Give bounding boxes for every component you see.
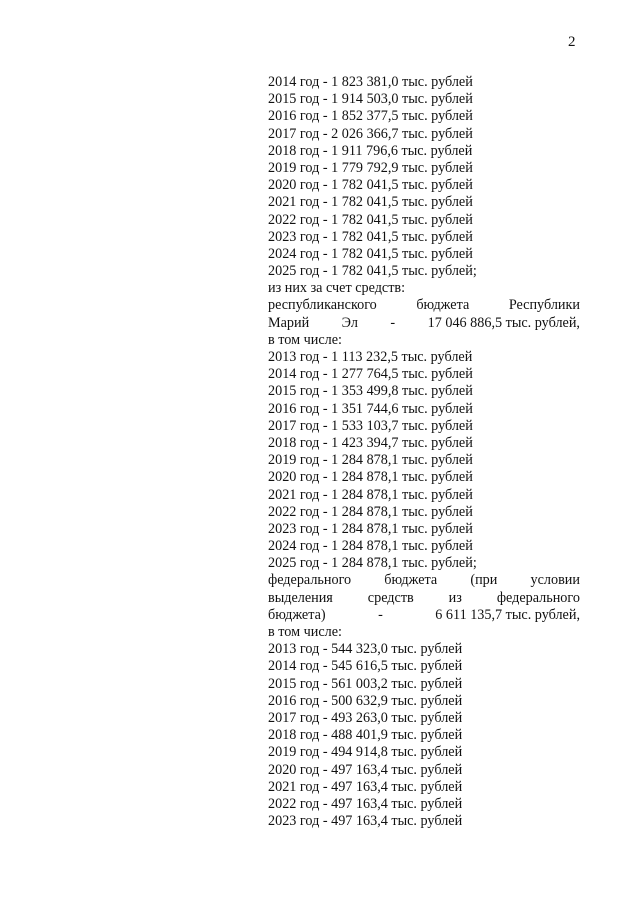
page-number: 2 [568, 34, 576, 50]
year-amount-line: 2014 год - 1 823 381,0 тыс. рублей [268, 74, 473, 90]
year-amount-line: 2021 год - 1 782 041,5 тыс. рублей [268, 194, 473, 211]
year-amount-line: 2017 год - 2 026 366,7 тыс. рублей [268, 125, 473, 142]
year-amount-line: 2023 год - 497 163,4 тыс. рублей [268, 813, 463, 830]
year-amount-line: 2018 год - 488 401,9 тыс. рублей [268, 727, 463, 744]
year-amount-line: 2025 год - 1 284 878,1 тыс. рублей; [268, 555, 477, 572]
year-amount-line: 2016 год - 500 632,9 тыс. рублей [268, 692, 463, 709]
republican-funding-by-year [268, 349, 580, 572]
year-amount-line: 2020 год - 1 782 041,5 тыс. рублей [268, 177, 473, 194]
republican-budget-line-2 [268, 315, 580, 332]
text-fragment: (при [470, 572, 498, 589]
year-amount-line: 2019 год - 1 779 792,9 тыс. рублей [268, 159, 473, 176]
year-amount-line: 2014 год - 1 277 764,5 тыс. рублей [268, 366, 473, 383]
funding-text [268, 74, 580, 830]
federal-total: 6 611 135,7 тыс. рублей, [435, 606, 580, 623]
federal-budget-line-3 [268, 607, 580, 624]
federal-budget-line-2 [268, 590, 580, 607]
text-fragment: - [378, 606, 383, 623]
text-fragment: Марий [268, 314, 310, 331]
federal-funding-by-year [268, 641, 580, 830]
text-fragment: Эл [341, 314, 358, 331]
federal-in-total: в том числе: [268, 624, 342, 640]
year-amount-line: 2018 год - 1 911 796,6 тыс. рублей [268, 142, 473, 159]
total-funding-by-year [268, 74, 580, 280]
year-amount-line: 2015 год - 1 353 499,8 тыс. рублей [268, 383, 473, 400]
year-amount-line: 2022 год - 497 163,4 тыс. рублей [268, 795, 463, 812]
year-amount-line: 2013 год - 544 323,0 тыс. рублей [268, 641, 463, 658]
text-fragment: бюджета) [268, 606, 326, 623]
text-fragment: федерального [268, 572, 352, 589]
republican-in-total: в том числе: [268, 331, 342, 348]
text-fragment: - [390, 314, 396, 331]
year-amount-line: 2025 год - 1 782 041,5 тыс. рублей; [268, 263, 477, 280]
year-amount-line: 2022 год - 1 782 041,5 тыс. рублей [268, 211, 473, 228]
year-amount-line: 2021 год - 1 284 878,1 тыс. рублей [268, 486, 473, 503]
text-fragment: республиканского [268, 297, 377, 314]
year-amount-line: 2024 год - 1 284 878,1 тыс. рублей [268, 538, 473, 555]
year-amount-line: 2022 год - 1 284 878,1 тыс. рублей [268, 503, 473, 520]
republican-total: 17 046 886,5 тыс. рублей, [427, 314, 580, 331]
funding-intro: из них за счет средств: [268, 280, 406, 297]
year-amount-line: 2020 год - 497 163,4 тыс. рублей [268, 761, 463, 778]
year-amount-line: 2019 год - 494 914,8 тыс. рублей [268, 744, 463, 761]
text-fragment: средств [367, 589, 414, 606]
text-fragment: бюджета [416, 297, 470, 314]
year-amount-line: 2017 год - 1 533 103,7 тыс. рублей [268, 417, 473, 434]
year-amount-line: 2017 год - 493 263,0 тыс. рублей [268, 709, 463, 726]
year-amount-line: 2023 год - 1 284 878,1 тыс. рублей [268, 520, 473, 537]
year-amount-line: 2019 год - 1 284 878,1 тыс. рублей [268, 452, 473, 469]
year-amount-line: 2023 год - 1 782 041,5 тыс. рублей [268, 228, 473, 245]
text-fragment: федерального [496, 589, 580, 606]
year-amount-line: 2024 год - 1 782 041,5 тыс. рублей [268, 245, 473, 262]
republican-budget-line-1 [268, 297, 580, 314]
year-amount-line: 2018 год - 1 423 394,7 тыс. рублей [268, 434, 473, 451]
year-amount-line: 2015 год - 561 003,2 тыс. рублей [268, 675, 463, 692]
year-amount-line: 2020 год - 1 284 878,1 тыс. рублей [268, 469, 473, 486]
federal-budget-line-1 [268, 572, 580, 589]
text-fragment: Республики [508, 297, 580, 314]
year-amount-line: 2015 год - 1 914 503,0 тыс. рублей [268, 91, 473, 108]
year-amount-line: 2021 год - 497 163,4 тыс. рублей [268, 778, 463, 795]
year-amount-line: 2014 год - 545 616,5 тыс. рублей [268, 658, 463, 675]
text-fragment: из [448, 589, 462, 606]
year-amount-line: 2016 год - 1 852 377,5 тыс. рублей [268, 108, 473, 125]
year-amount-line: 2016 год - 1 351 744,6 тыс. рублей [268, 400, 473, 417]
year-amount-line: 2013 год - 1 113 232,5 тыс. рублей [268, 349, 473, 365]
text-fragment: выделения [268, 589, 333, 606]
text-fragment: условии [530, 572, 580, 589]
text-fragment: бюджета [384, 572, 438, 589]
